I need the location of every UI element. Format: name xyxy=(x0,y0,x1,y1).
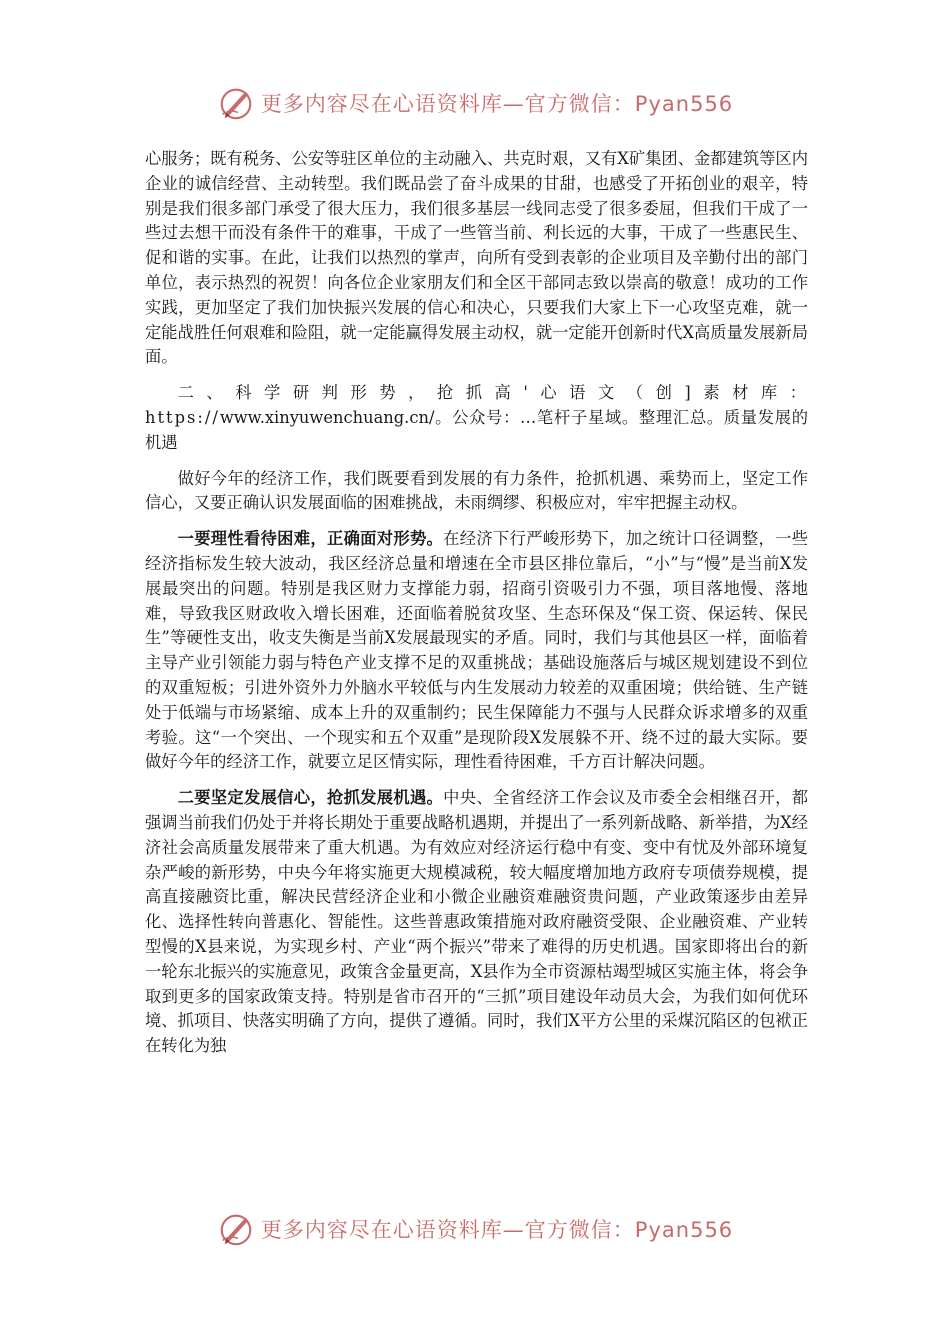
pen-logo-icon xyxy=(217,84,255,122)
section-heading-text: 二、科学研判形势，抢抓高'心语文（创]素材库：https:// xyxy=(145,383,808,427)
footer-banner-text: 更多内容尽在心语资料库—官方微信：Pyan556 xyxy=(260,1218,734,1242)
paragraph-1: 心服务；既有税务、公安等驻区单位的主动融入、共克时艰，又有X矿集团、金都建筑等区内企业的诚信经营、主动转型。我们既品尝了奋斗成果的甘甜，也感受了开拓创业的艰辛，特别是我们很多部门承受了很大压力，我们很多基层一线同志受了很多委屈，但我们干成了一些过去想干而没有条件干的难事，干成了一些管当前、利长远的大事，干成了一些惠民生、促和谐的实事。在此，让我们以热烈的掌声，向所有受到表彰的企业项目及辛勤付出的部门单位，表示热烈的祝贺！向各位企业家朋友们和全区干部同志致以崇高的敬意！成功的工作实践，更加坚定了我们加快振兴发展的信心和决心，只要我们大家上下一心攻坚克难，就一定能战胜任何艰难和险阻，就一定能赢得发展主动权，就一定能开创新时代X高质量发展新局面。 xyxy=(145,149,808,367)
footer-banner xyxy=(0,1210,950,1248)
paragraph-3-lead: 一要理性看待困难，正确面对形势。 xyxy=(177,529,444,549)
header-banner-text: 更多内容尽在心语资料库—官方微信：Pyan556 xyxy=(260,92,734,116)
header-banner xyxy=(0,84,950,122)
paragraph-4-lead: 二要坚定发展信心，抢抓发展机遇。 xyxy=(177,788,444,808)
paragraph-3-text: 在经济下行严峻形势下，加之统计口径调整，一些经济指标发生较大波动，我区经济总量和增速在全市县区排位靠后，“小”与“慢”是当前X发展最突出的问题。特别是我区财力支撑能力弱，招商引资吸引力不强，项目落地慢、落地难，导致我区财政收入增长困难，还面临着脱贫攻坚、生态环保及“保工资、保运转、保民生”等硬性支出，收支失衡是当前X发展最现实的矛盾。同时，我们与其他县区一样，面临着主导产业引领能力弱与特色产业支撑不足的双重挑战；基础设施落后与城区规划建设不到位的双重短板；引进外资外力外脑水平较低与内生发展动力较差的双重困境；供给链、生产链处于低端与市场紧缩、成本上升的双重制约；民生保障能力不强与人民群众诉求增多的双重考验。这“一个突出、一个现实和五个双重”是现阶段X发展躲不开、绕不过的最大实际。要做好今年的经济工作，就要立足区情实际，理性看待困难，千方百计解决问题。 xyxy=(145,529,808,772)
section-heading xyxy=(145,381,808,455)
paragraph-4 xyxy=(145,786,808,1059)
section-heading-tail: www.xinyuwenchuang.cn/。公众号：…笔杆子星域。整理汇总。质量发展的机遇 xyxy=(145,407,808,452)
paragraph-4-text: 中央、全省经济工作会议及市委全会相继召开，都强调当前我们仍处于并将长期处于重要战略机遇期，并提出了一系列新战略、新举措，为X经济社会高质量发展带来了重大机遇。为有效应对经济运行稳中有变、变中有忧及外部环境复杂严峻的新形势，中央今年将实施更大规模减税，较大幅度增加地方政府专项债券规模，提高直接融资比重，解决民营经济企业和小微企业融资难融资贵问题，产业政策逐步由差异化、选择性转向普惠化、智能性。这些普惠政策措施对政府融资受限、企业融资难、产业转型慢的X县来说，为实现乡村、产业“两个振兴”带来了难得的历史机遇。国家即将出台的新一轮东北振兴的实施意见，政策含金量更高，X县作为全市资源枯竭型城区实施主体，将会争取到更多的国家政策支持。特别是省市召开的“三抓”项目建设年动员大会，为我们如何优环境、抓项目、快落实明确了方向，提供了遵循。同时，我们X平方公里的采煤沉陷区的包袱正在转化为独 xyxy=(145,788,808,1056)
paragraph-2: 做好今年的经济工作，我们既要看到发展的有力条件，抢抓机遇、乘势而上，坚定工作信心，又要正确认识发展面临的困难挑战，未雨绸缪、积极应对，牢牢把握主动权。 xyxy=(145,468,808,513)
document-body xyxy=(145,147,808,1070)
pen-logo-icon xyxy=(217,1210,255,1248)
paragraph-3 xyxy=(145,527,808,775)
